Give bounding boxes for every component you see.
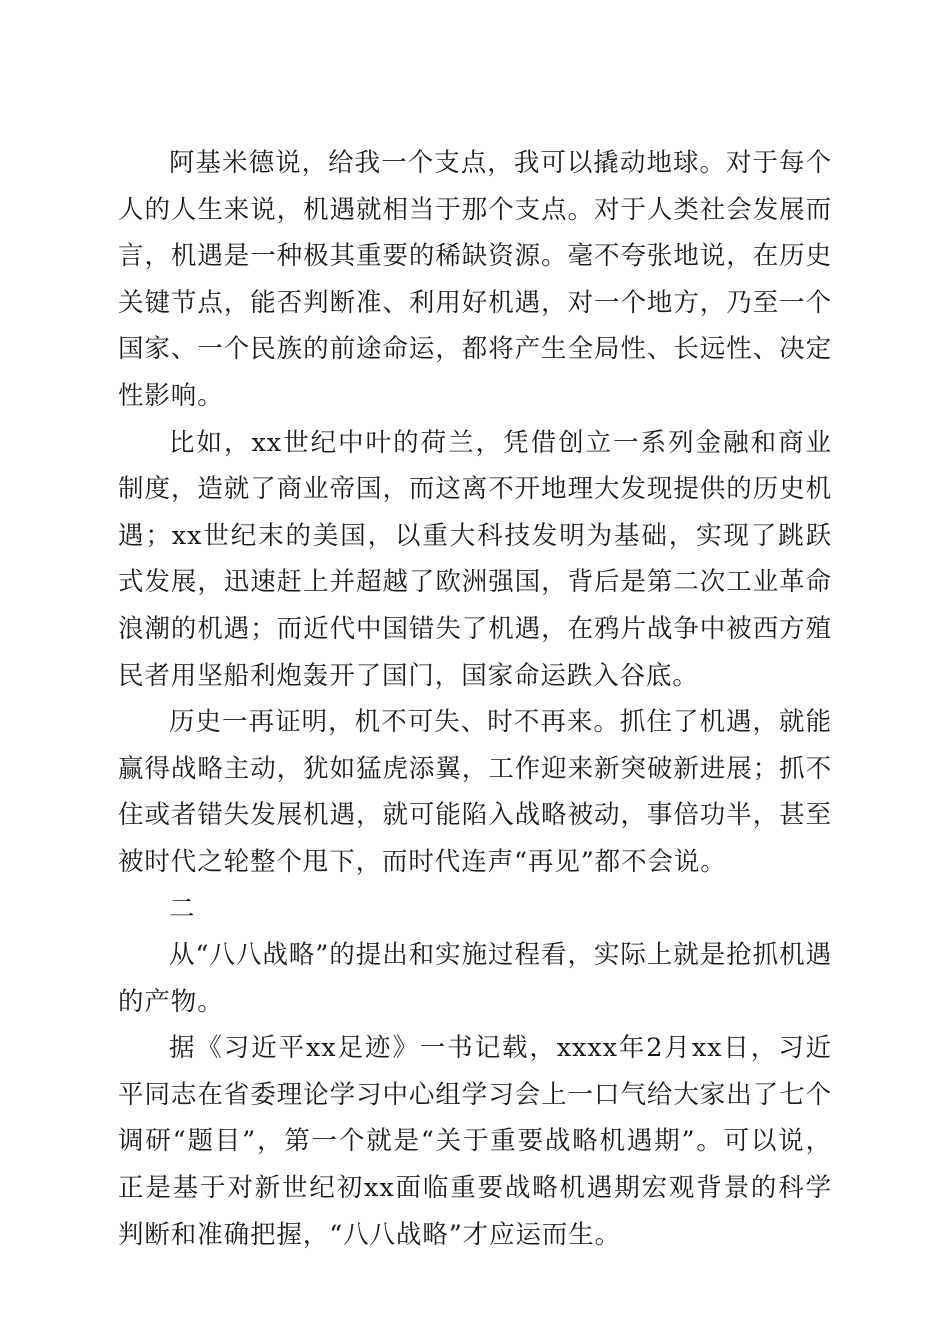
paragraph-history-proves: 历史一再证明，机不可失、时不再来。抓住了机遇，就能赢得战略主动，犹如猛虎添翼，工作迎来新突破新进展；抓不住或者错失发展机遇，就可能陷入战略被动，事倍功半，甚至被时代之轮整个甩下，而时代连声“再见”都不会说。 (118, 707, 832, 877)
paragraph-eight-eight-strategy: 从“八八战略”的提出和实施过程看，实际上就是抢抓机遇的产物。 (118, 940, 832, 1017)
document-body (118, 140, 832, 1258)
paragraph-footprints-record: 据《习近平xx足迹》一书记载，xxxx年2月xx日，习近平同志在省委理论学习中心组学习会上一口气给大家出了七个调研“题目”，第一个就是“关于重要战略机遇期”。可以说，正是基于对新世纪初xx面临重要战略机遇期宏观背景的科学判断和准确把握，“八八战略”才应运而生。 (118, 1033, 832, 1250)
paragraph-archimedes: 阿基米德说，给我一个支点，我可以撬动地球。对于每个人的人生来说，机遇就相当于那个支点。对于人类社会发展而言，机遇是一种极其重要的稀缺资源。毫不夸张地说，在历史关键节点，能否判断准、利用好机遇，对一个地方，乃至一个国家、一个民族的前途命运，都将产生全局性、长远性、决定性影响。 (118, 148, 832, 411)
paragraph-historical-examples: 比如，xx世纪中叶的荷兰，凭借创立一系列金融和商业制度，造就了商业帝国，而这离不开地理大发现提供的历史机遇；xx世纪末的美国，以重大科技发明为基础，实现了跳跃式发展，迅速赶上并超越了欧洲强国，背后是第二次工业革命浪潮的机遇；而近代中国错失了机遇，在鸦片战争中被西方殖民者用坚船利炮轰开了国门，国家命运跌入谷底。 (118, 427, 832, 691)
section-heading-two: 二 (169, 893, 196, 924)
